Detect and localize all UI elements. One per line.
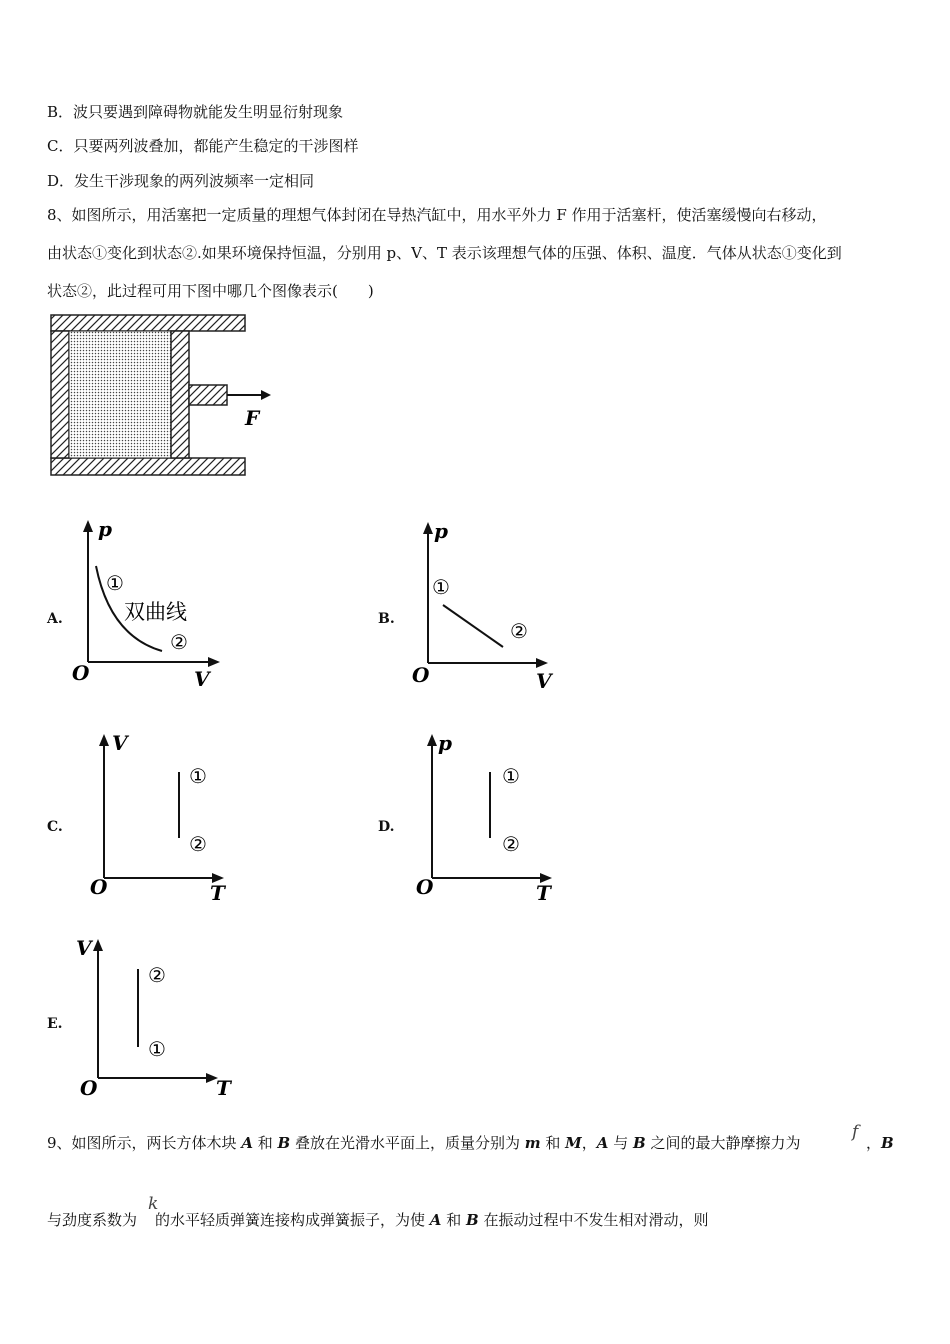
graph-b-state-2: ② — [510, 619, 528, 643]
graph-c-y-axis: V — [112, 731, 128, 755]
friction-symbol: f — [852, 1122, 859, 1142]
graph-e — [76, 935, 246, 1100]
graph-c-state-2: ② — [189, 832, 207, 856]
q9-line-1-end: ，B — [866, 1134, 894, 1152]
graph-d-origin: O — [416, 875, 434, 899]
option-d-text: D．发生干涉现象的两列波频率一定相同 — [47, 172, 315, 190]
q8-line-3: 状态②，此过程可用下图中哪几个图像表示( ) — [47, 282, 374, 300]
graph-a-state-2: ② — [170, 630, 188, 654]
graph-d — [414, 728, 574, 903]
q9-line-1: 9、如图所示，两长方体木块 A 和 B 叠放在光滑水平面上，质量分别为 m 和 M，A 与 B 之间的最大静摩擦力为 — [47, 1134, 801, 1152]
cylinder-piston-figure — [49, 313, 289, 483]
q8-line-2: 由状态①变化到状态②.如果环境保持恒温，分别用 p、V、T 表示该理想气体的压强、体积、温度．气体从状态①变化到 — [47, 244, 842, 262]
graph-d-state-1: ① — [502, 764, 520, 788]
graph-d-state-2: ② — [502, 832, 520, 856]
graph-a-x-axis: V — [194, 667, 210, 691]
graph-e-state-1: ① — [148, 1037, 166, 1061]
graph-e-origin: O — [80, 1076, 98, 1100]
graph-c-origin: O — [90, 875, 108, 899]
graph-b-state-1: ① — [432, 575, 450, 599]
option-e-label: E. — [47, 1016, 63, 1032]
option-b-label: B. — [378, 611, 395, 627]
graph-b — [410, 520, 570, 695]
graph-a-state-1: ① — [106, 571, 124, 595]
graph-d-x-axis: T — [536, 881, 551, 905]
option-b-text: B．波只要遇到障碍物就能发生明显衍射现象 — [47, 103, 344, 121]
graph-a — [70, 518, 230, 693]
graph-b-y-axis: p — [434, 519, 448, 543]
q8-line-1: 8、如图所示，用活塞把一定质量的理想气体封闭在导热汽缸中，用水平外力 F 作用于活塞杆，使活塞缓慢向右移动， — [47, 206, 827, 224]
graph-a-curve-note: 双曲线 — [124, 600, 187, 624]
graph-c-x-axis: T — [210, 881, 225, 905]
graph-e-state-2: ② — [148, 963, 166, 987]
graph-d-y-axis: p — [438, 731, 452, 755]
graph-c — [86, 728, 246, 903]
graph-e-x-axis: T — [216, 1076, 231, 1100]
force-label: F — [245, 406, 260, 430]
q9-line-2: 与劲度系数为 的水平轻质弹簧连接构成弹簧振子，为使 A 和 B 在振动过程中不发生相对滑动，则 — [47, 1211, 709, 1229]
graph-a-origin: O — [72, 661, 90, 685]
graph-e-y-axis: V — [76, 936, 92, 960]
option-c-label: C. — [47, 819, 63, 835]
graph-b-x-axis: V — [536, 669, 552, 693]
option-a-label: A. — [47, 611, 63, 627]
spring-constant-symbol: k — [148, 1194, 159, 1214]
graph-a-y-axis: p — [98, 517, 112, 541]
graph-b-origin: O — [412, 663, 430, 687]
graph-c-state-1: ① — [189, 764, 207, 788]
option-c-text: C．只要两列波叠加，都能产生稳定的干涉图样 — [47, 137, 359, 155]
option-d-label: D. — [378, 819, 395, 835]
